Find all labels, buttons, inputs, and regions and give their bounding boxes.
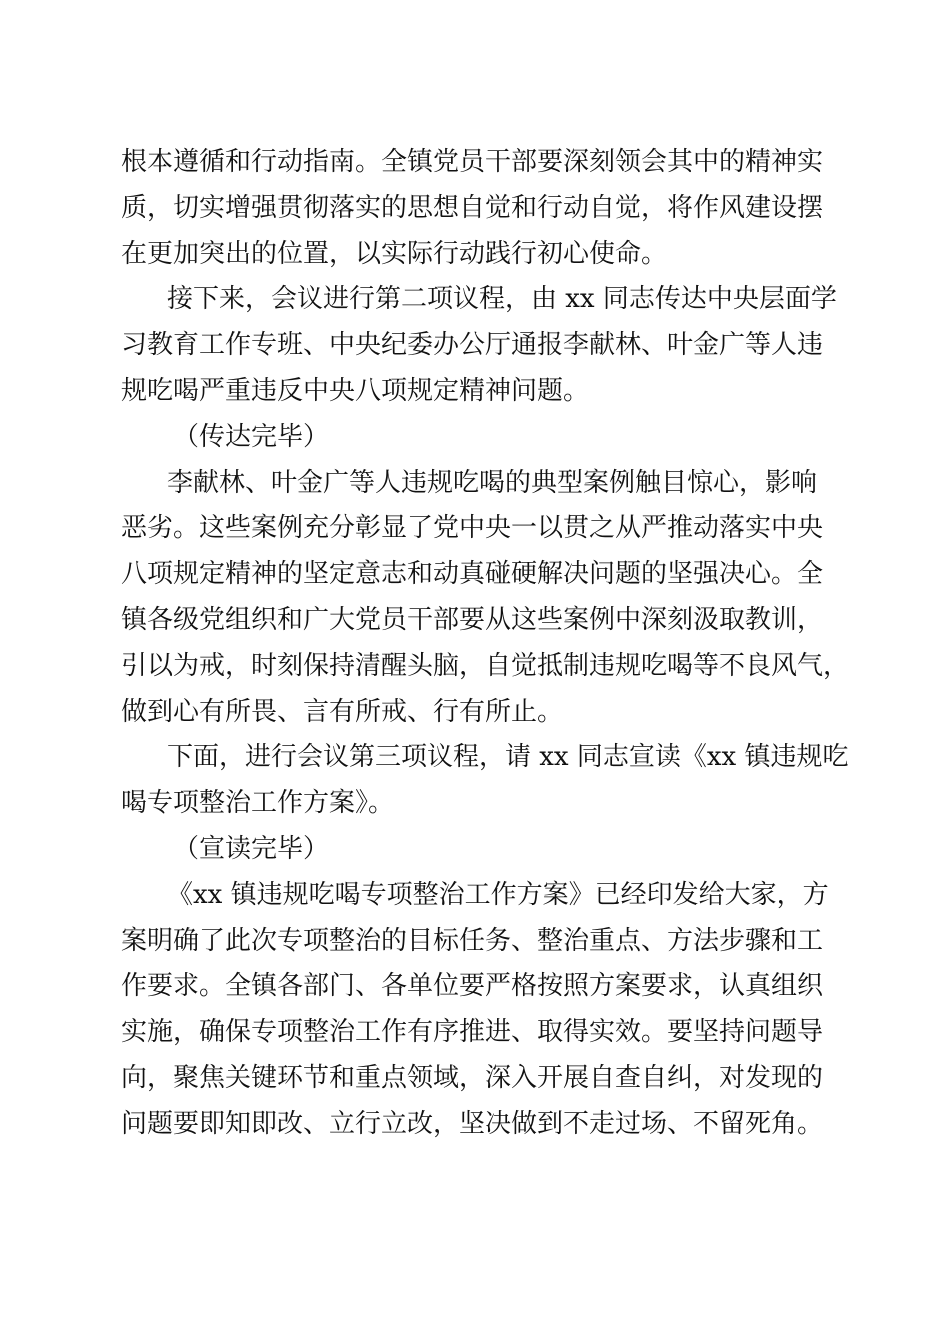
text-line: 向，聚焦关键环节和重点领域，深入开展自查自纠，对发现的	[121, 1062, 824, 1093]
paragraph-continuation	[121, 140, 831, 277]
text-line: 喝专项整治工作方案》。	[121, 788, 395, 819]
text-line: 作要求。全镇各部门、各单位要严格按照方案要求，认真组织	[121, 971, 824, 1002]
text-line: 下面，进行会议第三项议程，请 xx 同志宣读《xx 镇违规吃	[167, 742, 849, 773]
text-line: 镇各级党组织和广大党员干部要从这些案例中深刻汲取教训，	[121, 604, 824, 635]
text-line: 质，切实增强贯彻落实的思想自觉和行动自觉，将作风建设摆	[121, 192, 824, 223]
text-line: （宣读完毕）	[173, 833, 330, 864]
text-line: （传达完毕）	[173, 421, 330, 452]
text-line: 规吃喝严重违反中央八项规定精神问题。	[121, 375, 590, 406]
text-line: 引以为戒，时刻保持清醒头脑，自觉抵制违规吃喝等不良风气，	[121, 650, 850, 681]
text-line: 案明确了此次专项整治的目标任务、整治重点、方法步骤和工	[121, 925, 824, 956]
text-line: 李献林、叶金广等人违规吃喝的典型案例触目惊心，影响	[167, 467, 818, 498]
text-line: 《xx 镇违规吃喝专项整治工作方案》已经印发给大家，方	[167, 879, 829, 910]
text-line: 问题要即知即改、立行立改，坚决做到不走过场、不留死角。	[121, 1108, 824, 1139]
text-line: 八项规定精神的坚定意志和动真碰硬解决问题的坚强决心。全	[121, 559, 824, 590]
text-line: 接下来，会议进行第二项议程，由 xx 同志传达中央层面学	[167, 284, 837, 315]
paragraph-note-relay-finished	[121, 415, 831, 461]
text-line: 习教育工作专班、中央纪委办公厅通报李献林、叶金广等人违	[121, 330, 824, 361]
paragraph-case-commentary	[121, 461, 850, 736]
paragraph-agenda-item-three	[121, 735, 849, 827]
text-line: 恶劣。这些案例充分彰显了党中央一以贯之从严推动落实中央	[121, 513, 824, 544]
text-line: 实施，确保专项整治工作有序推进、取得实效。要坚持问题导	[121, 1017, 824, 1048]
text-line: 做到心有所畏、言有所戒、行有所止。	[121, 696, 564, 727]
text-line: 根本遵循和行动指南。全镇党员干部要深刻领会其中的精神实	[121, 147, 824, 177]
document-body	[121, 140, 850, 1148]
paragraph-agenda-item-two	[121, 277, 837, 414]
paragraph-plan-commentary	[121, 873, 831, 1148]
paragraph-note-reading-finished	[121, 827, 831, 873]
text-line: 在更加突出的位置，以实际行动践行初心使命。	[121, 238, 668, 269]
